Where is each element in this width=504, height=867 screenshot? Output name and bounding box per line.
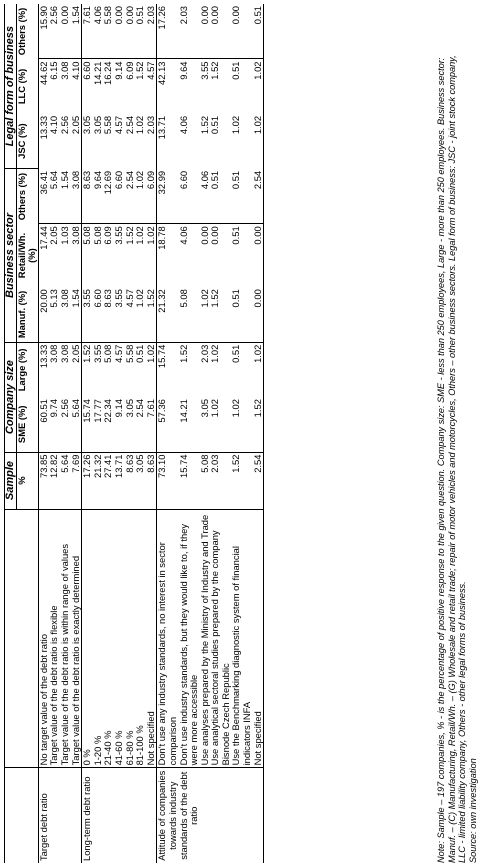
value-cell: 13.33 — [38, 342, 49, 397]
row-label: Use analyses prepared by the Ministry of Industry and Trade — [200, 509, 211, 768]
row-label: Not specified — [146, 509, 157, 768]
company-size-header: Company size — [5, 342, 17, 452]
value-cell: 27.41 — [103, 452, 114, 509]
value-cell: 3.05 — [91, 115, 103, 135]
value-cell: 0.51 — [209, 115, 221, 135]
value-cell: 13.33 — [38, 114, 49, 169]
value-cell: 14.21 — [177, 399, 189, 423]
value-cell: 6.09 — [103, 224, 114, 287]
value-cell: 9.14 — [114, 59, 125, 114]
value-cell: 4.06 — [177, 115, 189, 135]
value-cell: 17.26 — [82, 452, 93, 509]
value-cell: 4.10 — [71, 59, 82, 114]
value-cell: 1.54 — [71, 4, 82, 59]
value-cell: 3.55 — [112, 289, 124, 308]
value-cell: 3.05 — [198, 399, 210, 418]
value-cell: 0.00 — [198, 6, 210, 25]
value-cell: 1.02 — [253, 59, 264, 114]
value-cell: 20.00 — [38, 287, 49, 342]
value-cell: 2.05 — [71, 342, 82, 397]
value-cell: 2.03 — [146, 114, 157, 169]
value-cell: 3.55 — [82, 287, 93, 342]
value-cell: 1.02 — [146, 224, 157, 287]
value-cell: 8.63 — [102, 289, 114, 308]
value-cell: 2.54 — [253, 452, 264, 509]
value-cell: 17.44 — [38, 224, 49, 287]
value-cell: 7.61 — [146, 397, 157, 452]
value-cell: 5.58 — [102, 6, 114, 25]
value-cell: 15.90 — [38, 4, 49, 59]
value-cell: 1.52 — [231, 452, 252, 509]
row-label: Don't use industry standards, but they would like to, if they were more accessible — [179, 509, 200, 768]
value-cell: 4.57 — [123, 289, 135, 308]
value-cell: 5.13 — [48, 289, 60, 308]
value-cell: 0.51 — [231, 59, 252, 114]
value-cell: 6.60 — [112, 170, 124, 190]
value-cell: 3.08 — [60, 342, 71, 397]
value-cell: 0.00 — [112, 6, 124, 25]
col-header: Retail/Wh. (%) — [16, 224, 38, 287]
note-line: Note: Sample – 197 companies, % - is the percentage of positive response to the given question. Company size: SME - less than 250 employees, Large - more than 250 employees. Business sector: — [436, 57, 446, 863]
value-cell: 6.60 — [82, 59, 93, 114]
value-cell: 1.52 — [210, 59, 231, 114]
value-cell: 9.64 — [179, 59, 200, 114]
value-cell: 57.36 — [157, 397, 179, 452]
row-label: 41-60 % — [114, 509, 125, 768]
value-cell: 5.64 — [71, 397, 82, 452]
value-cell: 17.77 — [91, 399, 103, 423]
value-cell: 8.63 — [82, 169, 93, 224]
value-cell: 5.08 — [82, 224, 93, 287]
value-cell: 2.56 — [48, 6, 60, 25]
value-cell: 1.52 — [198, 115, 210, 135]
value-cell: 21.32 — [93, 452, 104, 509]
value-cell: 4.10 — [48, 115, 60, 135]
value-cell: 14.21 — [93, 59, 104, 114]
value-cell: 0.00 — [58, 6, 70, 25]
value-cell: 1.02 — [210, 342, 231, 397]
legal-form-header: Legal form of business — [5, 4, 17, 169]
value-cell: 2.05 — [49, 224, 60, 287]
value-cell: 0.00 — [253, 224, 264, 287]
row-label: Use the Benchmarking diagnostic system of financial indicators INFA — [231, 509, 252, 768]
value-cell: 3.08 — [58, 289, 70, 308]
table-row — [60, 4, 71, 863]
group-label: Attitude of companies towards industry standards of the debt ratio — [157, 768, 264, 863]
value-cell: 0.00 — [123, 6, 135, 25]
value-cell: 0.51 — [230, 289, 242, 308]
col-header: JSC (%) — [16, 114, 38, 169]
col-header: Large (%) — [16, 342, 38, 397]
table-row — [114, 4, 125, 863]
value-cell: 2.03 — [177, 6, 189, 25]
value-cell: 1.02 — [230, 115, 242, 135]
value-cell: 8.63 — [146, 452, 157, 509]
value-cell: 6.60 — [91, 289, 103, 308]
col-header: Manuf. (%) — [16, 287, 38, 342]
debt-ratio-table — [4, 4, 264, 863]
col-header: Others (%) — [16, 4, 38, 59]
business-sector-header: Business sector — [5, 169, 17, 342]
value-cell: 15.74 — [179, 452, 200, 509]
value-cell: 1.03 — [60, 224, 71, 287]
row-label: 1-20 % — [93, 509, 104, 768]
row-label: 0 % — [82, 509, 93, 768]
value-cell: 73.85 — [38, 452, 49, 509]
value-cell: 6.15 — [49, 59, 60, 114]
row-label: Not specified — [253, 509, 264, 768]
value-cell: 1.02 — [134, 115, 146, 135]
value-cell: 7.61 — [82, 4, 93, 59]
value-cell: 3.08 — [71, 169, 82, 224]
value-cell: 15.74 — [82, 397, 93, 452]
value-cell: 1.02 — [198, 289, 210, 308]
row-label: Target value of the debt ratio is flexible — [49, 509, 60, 768]
value-cell: 15.74 — [157, 342, 179, 397]
value-cell: 0.00 — [210, 224, 231, 287]
value-cell: 3.05 — [135, 452, 146, 509]
table-body — [38, 4, 263, 863]
value-cell: 3.55 — [200, 59, 211, 114]
table-row — [146, 4, 157, 863]
value-cell: 36.41 — [38, 169, 49, 224]
value-cell: 1.52 — [82, 342, 93, 397]
value-cell: 5.08 — [177, 289, 189, 308]
value-cell: 13.71 — [114, 452, 125, 509]
group-label: Target debt ratio — [38, 768, 81, 863]
value-cell: 17.26 — [157, 4, 179, 59]
value-cell: 4.57 — [114, 342, 125, 397]
table-note — [436, 4, 478, 863]
value-cell: 42.13 — [157, 59, 179, 114]
value-cell: 4.57 — [112, 115, 124, 135]
col-header: LLC (%) — [16, 59, 38, 114]
empty-header-cell — [5, 509, 17, 768]
value-cell: 5.08 — [200, 452, 211, 509]
value-cell: 1.02 — [146, 342, 157, 397]
col-header: Others (%) — [16, 169, 38, 224]
value-cell: 5.64 — [48, 170, 60, 190]
value-cell: 2.54 — [253, 169, 264, 224]
value-cell: 3.05 — [123, 399, 135, 418]
value-cell: 6.60 — [177, 170, 189, 190]
value-cell: 12.82 — [49, 452, 60, 509]
table-row — [179, 4, 200, 863]
row-label: Don't use any industry standards, no interest in sector comparison — [157, 509, 179, 768]
value-cell: 5.58 — [102, 115, 114, 135]
value-cell: 2.56 — [58, 115, 70, 135]
value-cell: 0.51 — [231, 342, 252, 397]
table-row — [210, 4, 231, 863]
table-row — [157, 4, 179, 863]
value-cell: 1.54 — [71, 287, 82, 342]
value-cell: 2.54 — [123, 170, 135, 190]
value-cell: 1.02 — [134, 170, 146, 190]
note-line: LLC - limited liability company, Others - other legal forms of business. — [457, 581, 468, 863]
value-cell: 1.52 — [253, 397, 264, 452]
value-cell: 1.52 — [179, 342, 200, 397]
value-cell: 7.69 — [71, 452, 82, 509]
row-label: Use analytical sectoral studies prepared by the company Bisnode Czech Republic — [210, 509, 231, 768]
value-cell: 0.51 — [135, 342, 146, 397]
value-cell: 5.64 — [60, 452, 71, 509]
value-cell: 32.99 — [157, 169, 179, 224]
value-cell: 0.51 — [253, 4, 264, 59]
value-cell: 4.06 — [179, 224, 200, 287]
value-cell: 0.51 — [231, 224, 252, 287]
value-cell: 0.00 — [200, 224, 211, 287]
row-label: 81-100 % — [135, 509, 146, 768]
value-cell: 0.00 — [253, 287, 264, 342]
value-cell: 0.51 — [230, 170, 242, 190]
row-label: Target value of the debt ratio is exactly determined — [71, 509, 82, 768]
value-cell: 1.02 — [253, 114, 264, 169]
value-cell: 5.58 — [125, 342, 136, 397]
value-cell: 6.09 — [146, 169, 157, 224]
value-cell: 60.51 — [38, 397, 49, 452]
sample-header: Sample — [5, 452, 17, 509]
row-label: No target value of the debt ratio — [38, 509, 49, 768]
value-cell: 0.00 — [209, 6, 221, 25]
value-cell: 9.14 — [112, 399, 124, 418]
source-line: Source: own investigation — [467, 758, 478, 863]
col-header: SME (%) — [16, 397, 38, 452]
value-cell: 3.08 — [71, 224, 82, 287]
value-cell: 3.08 — [60, 59, 71, 114]
value-cell: 2.05 — [71, 114, 82, 169]
empty-header-cell — [16, 768, 38, 863]
table-row — [231, 4, 252, 863]
value-cell: 73.10 — [157, 452, 179, 509]
value-cell: 44.62 — [38, 59, 49, 114]
value-cell: 12.69 — [102, 170, 114, 195]
value-cell: 3.55 — [114, 224, 125, 287]
value-cell: 13.71 — [157, 114, 179, 169]
value-cell: 0.51 — [134, 6, 146, 25]
value-cell: 2.03 — [146, 4, 157, 59]
value-cell: 2.56 — [58, 399, 70, 418]
value-cell: 21.32 — [157, 287, 179, 342]
row-label: 61-80 % — [125, 509, 136, 768]
value-cell: 22.34 — [102, 399, 114, 423]
value-cell: 9.64 — [91, 170, 103, 190]
value-cell: 6.09 — [125, 59, 136, 114]
empty-header-cell — [16, 509, 38, 768]
empty-header-cell — [5, 768, 17, 863]
col-header: % — [16, 452, 38, 509]
value-cell: 2.03 — [200, 342, 211, 397]
group-label: Long-term debt ratio — [82, 768, 157, 863]
value-cell: 3.08 — [49, 342, 60, 397]
value-cell: 2.54 — [123, 115, 135, 135]
row-label: Target value of the debt ratio is within range of values — [60, 509, 71, 768]
value-cell: 2.03 — [210, 452, 231, 509]
value-cell: 4.06 — [198, 170, 210, 190]
table-row — [253, 4, 264, 863]
value-cell: 8.63 — [125, 452, 136, 509]
value-cell: 0.51 — [209, 170, 221, 190]
value-cell: 1.54 — [58, 170, 70, 190]
value-cell: 4.57 — [146, 59, 157, 114]
value-cell: 16.24 — [103, 59, 114, 114]
value-cell: 3.55 — [93, 342, 104, 397]
row-label: 21-40 % — [103, 509, 114, 768]
value-cell: 0.00 — [230, 6, 242, 25]
value-cell: 18.78 — [157, 224, 179, 287]
value-cell: 1.02 — [253, 342, 264, 397]
value-cell: 5.08 — [93, 224, 104, 287]
value-cell: 2.54 — [134, 399, 146, 418]
value-cell: 9.74 — [48, 399, 60, 418]
value-cell: 1.52 — [135, 59, 146, 114]
value-cell: 5.08 — [103, 342, 114, 397]
value-cell: 1.02 — [135, 224, 146, 287]
note-line: Manuf. – (C) Manufacturing, Retail/Wh. – (G) Wholesale and retail trade; repair of motor vehicles and motorcycles, Others – other business sectors. Legal form of business: JSC - joint stock company, — [446, 55, 457, 863]
value-cell: 3.05 — [82, 114, 93, 169]
value-cell: 1.02 — [209, 399, 221, 418]
value-cell: 4.06 — [91, 6, 103, 25]
value-cell: 1.52 — [125, 224, 136, 287]
value-cell: 1.02 — [134, 289, 146, 308]
table-row — [71, 4, 82, 863]
value-cell: 1.52 — [146, 287, 157, 342]
value-cell: 1.52 — [209, 289, 221, 308]
value-cell: 1.02 — [230, 399, 242, 418]
